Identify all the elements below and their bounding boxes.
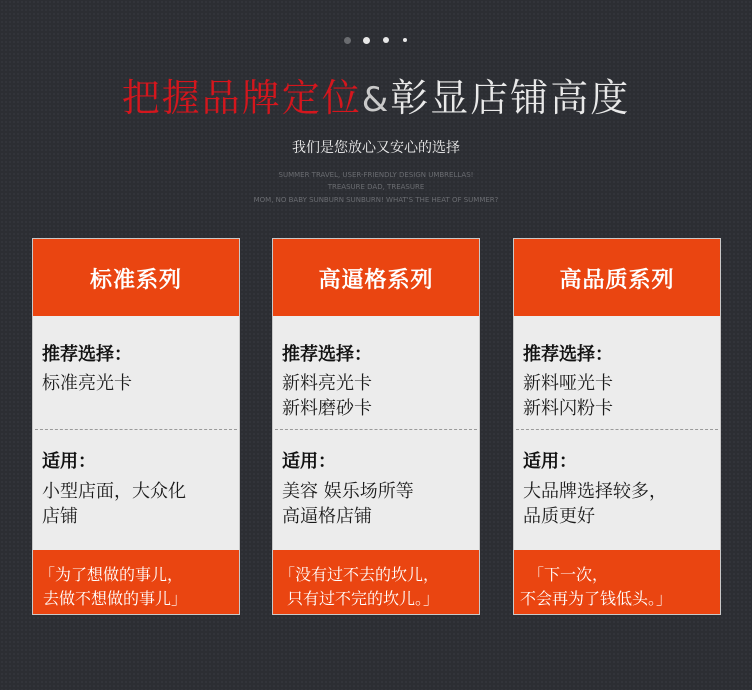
english-tagline-line: SUMMER TRAVEL, USER-FRIENDLY DESIGN UMBRELLAS! (278, 171, 474, 179)
title-brand-positioning: 把握品牌定位 (121, 76, 362, 120)
quote-line: 「为了想做的事儿， (39, 565, 184, 584)
carousel-dot[interactable] (383, 37, 389, 43)
english-tagline-line: MOM, NO BABY SUNBURN SUNBURN! WHAT'S THE HEAT OF SUMMER? (253, 196, 499, 204)
recommend-item: 新料闪粉卡 (523, 398, 613, 419)
quote-line: 不会再为了钱低头。」 (520, 589, 673, 608)
use-text: 大品牌选择较多， (523, 481, 667, 502)
card-title: 高品质系列 (514, 239, 720, 316)
recommend-label: 推荐选择： (523, 344, 613, 365)
carousel-dot[interactable] (403, 38, 407, 42)
carousel-indicator (0, 36, 752, 46)
dashed-divider (35, 429, 237, 430)
card-title: 标准系列 (33, 239, 239, 316)
quote-banner (273, 550, 479, 615)
page-title (0, 74, 752, 124)
title-store-height: 彰显店铺高度 (390, 76, 631, 120)
recommend-item: 新料哑光卡 (523, 373, 613, 394)
carousel-dot-active[interactable] (363, 37, 370, 44)
use-label: 适用： (282, 451, 336, 472)
recommend-label: 推荐选择： (42, 344, 132, 365)
use-text: 小型店面，大众化 (42, 481, 186, 502)
use-text: 美容 娱乐场所等 (282, 481, 414, 502)
card-title: 高逼格系列 (273, 239, 479, 316)
recommend-label: 推荐选择： (282, 344, 372, 365)
title-ampersand: & (361, 80, 391, 120)
page-subtitle: 我们是您放心又安心的选择 (292, 140, 460, 156)
quote-banner (33, 550, 239, 615)
use-text: 品质更好 (523, 506, 595, 527)
dashed-divider (516, 429, 718, 430)
carousel-dot[interactable] (344, 37, 351, 44)
quote-line: 只有过不完的坎儿。」 (287, 589, 440, 608)
series-card-premium-style (272, 238, 480, 615)
quote-line: 去做不想做的事儿」 (43, 589, 188, 608)
use-label: 适用： (523, 451, 577, 472)
recommend-item: 新料磨砂卡 (282, 398, 372, 419)
use-text: 高逼格店铺 (282, 506, 372, 527)
recommend-item: 新料亮光卡 (282, 373, 372, 394)
quote-banner (514, 550, 720, 615)
series-card-high-quality (513, 238, 721, 615)
recommend-item: 标准亮光卡 (42, 373, 132, 394)
use-text: 店铺 (42, 506, 78, 527)
english-tagline-line: TREASURE DAD, TREASURE (327, 183, 425, 191)
use-label: 适用： (42, 451, 96, 472)
dashed-divider (275, 429, 477, 430)
quote-line: 「下一次， (528, 565, 609, 584)
quote-line: 「没有过不去的坎儿， (279, 565, 440, 584)
series-card-standard (32, 238, 240, 615)
